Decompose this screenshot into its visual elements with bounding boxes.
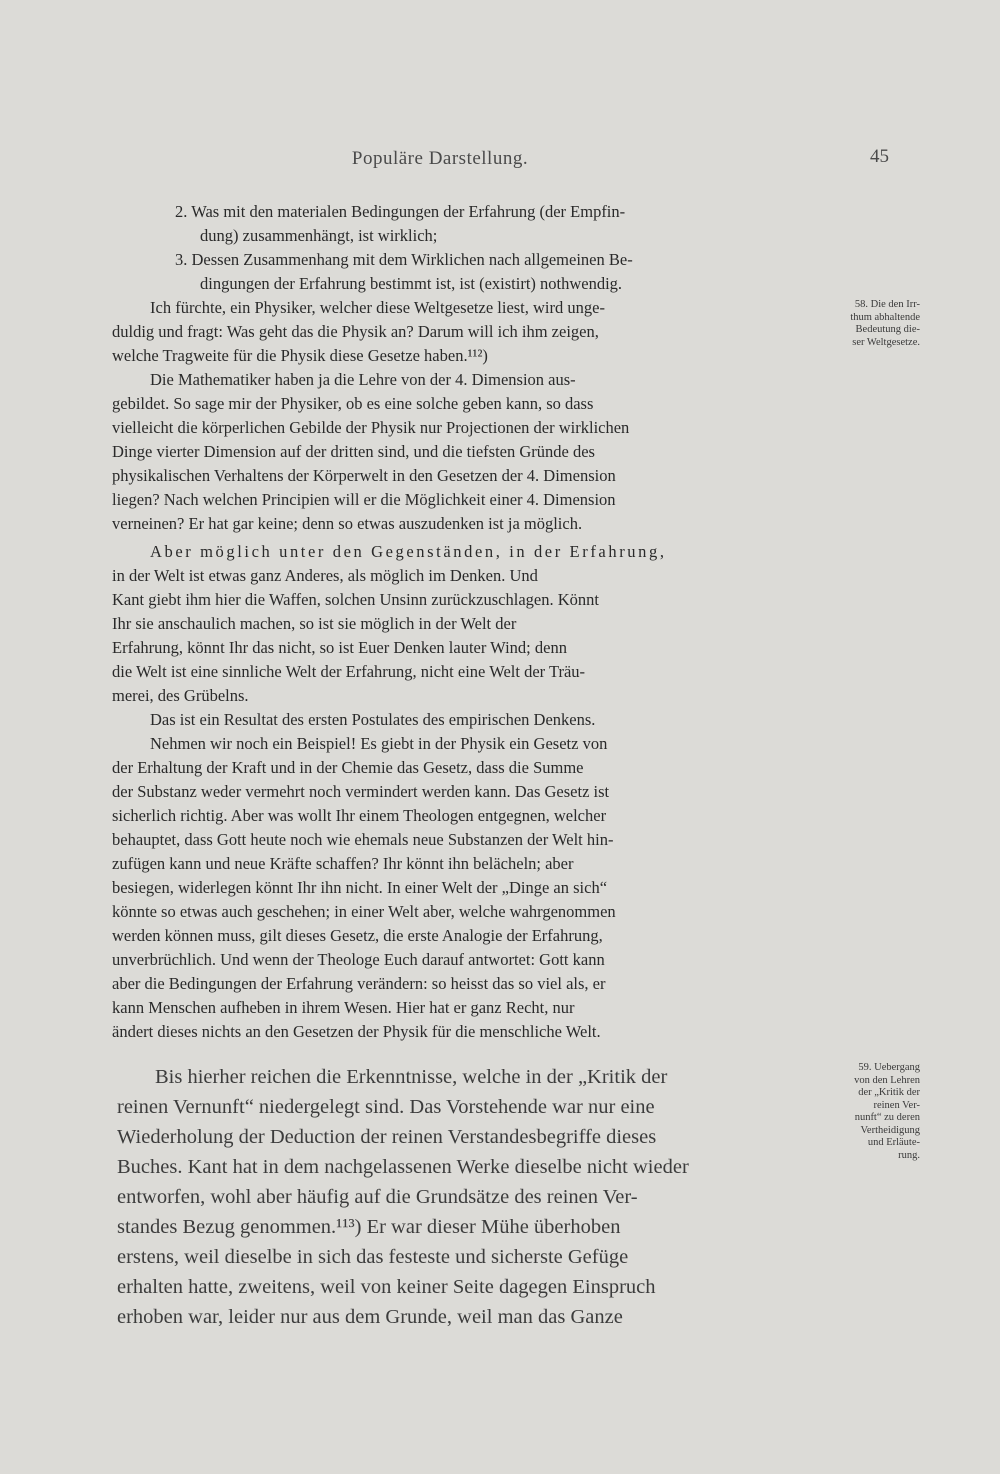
margin-note-line: reinen Ver- bbox=[873, 1099, 920, 1111]
text-line: zufügen kann und neue Kräfte schaffen? Ihr könnt ihn belächeln; aber bbox=[112, 854, 574, 873]
text-line: erhoben war, leider nur aus dem Grunde, weil man das Ganze bbox=[117, 1306, 623, 1328]
text-line: 2. Was mit den materialen Bedingungen der Erfahrung (der Empfin- bbox=[175, 202, 626, 221]
text-line: merei, des Grübelns. bbox=[112, 686, 249, 705]
text-line: unverbrüchlich. Und wenn der Theologe Euch darauf antwortet: Gott kann bbox=[112, 950, 605, 969]
text-line: in der Welt ist etwas ganz Anderes, als möglich im Denken. Und bbox=[112, 566, 538, 585]
text-line: entworfen, wohl aber häufig auf die Grundsätze des reinen Ver- bbox=[117, 1186, 638, 1208]
text-line: Nehmen wir noch ein Beispiel! Es giebt in der Physik ein Gesetz von bbox=[150, 734, 608, 753]
text-line: dung) zusammenhängt, ist wirklich; bbox=[200, 226, 438, 245]
text-line: verneinen? Er hat gar keine; denn so etwas auszudenken ist ja möglich. bbox=[112, 514, 583, 533]
margin-note-line: Vertheidigung bbox=[860, 1124, 920, 1136]
text-line: Buches. Kant hat in dem nachgelassenen Werke dieselbe nicht wieder bbox=[117, 1156, 689, 1178]
text-line: Ich fürchte, ein Physiker, welcher diese Weltgesetze liest, wird unge- bbox=[150, 298, 605, 317]
page-number: 45 bbox=[870, 146, 889, 167]
margin-note-line: und Erläute- bbox=[867, 1137, 920, 1148]
text-line: Kant giebt ihm hier die Waffen, solchen Unsinn zurückzuschlagen. Könnt bbox=[112, 590, 599, 609]
text-line: Erfahrung, könnt Ihr das nicht, so ist Euer Denken lauter Wind; denn bbox=[112, 638, 567, 657]
text-line: standes Bezug genommen.¹¹³) Er war dieser Mühe überhoben bbox=[117, 1216, 621, 1238]
text-line: Das ist ein Resultat des ersten Postulates des empirischen Denkens. bbox=[150, 710, 596, 729]
text-line: dingungen der Erfahrung bestimmt ist, ist (existirt) nothwendig. bbox=[200, 274, 623, 293]
margin-note-line: Bedeutung die- bbox=[855, 324, 920, 335]
margin-note-line: von den Lehren bbox=[854, 1074, 920, 1086]
margin-note-line: der „Kritik der bbox=[858, 1087, 920, 1098]
margin-note-line: nunft“ zu deren bbox=[854, 1112, 920, 1123]
margin-note-line: 58. Die den Irr- bbox=[854, 299, 920, 310]
text-line: welche Tragweite für die Physik diese Gesetze haben.¹¹²) bbox=[112, 346, 488, 365]
text-line: aber die Bedingungen der Erfahrung verändern: so heisst das so viel als, er bbox=[112, 974, 606, 993]
text-line: werden können muss, gilt dieses Gesetz, die erste Analogie der Erfahrung, bbox=[112, 926, 603, 945]
text-line: der Erhaltung der Kraft und in der Chemie das Gesetz, dass die Summe bbox=[112, 758, 584, 777]
text-line: Aber möglich unter den Gegenständen, in der Erfahrung, bbox=[150, 542, 667, 561]
text-line: der Substanz weder vermehrt noch vermindert werden kann. Das Gesetz ist bbox=[112, 782, 610, 801]
text-line: könnte so etwas auch geschehen; in einer Welt aber, welche wahrgenommen bbox=[112, 902, 616, 921]
text-line: besiegen, widerlegen könnt Ihr ihn nicht. In einer Welt der „Dinge an sich“ bbox=[112, 878, 608, 897]
margin-note-59 bbox=[800, 1062, 920, 1162]
margin-note-line: thum abhaltende bbox=[850, 311, 920, 323]
text-line: ändert dieses nichts an den Gesetzen der Physik für die menschliche Welt. bbox=[112, 1022, 601, 1041]
text-line: behauptet, dass Gott heute noch wie ehemals neue Substanzen der Welt hin- bbox=[112, 830, 614, 849]
text-line: physikalischen Verhaltens der Körperwelt in den Gesetzen der 4. Dimension bbox=[112, 466, 616, 485]
text-line bbox=[117, 1332, 793, 1362]
text-line: Die Mathematiker haben ja die Lehre von der 4. Dimension aus- bbox=[150, 370, 576, 389]
text-line: Wiederholung der Deduction der reinen Verstandesbegriffe dieses bbox=[117, 1126, 657, 1148]
text-line: reinen Vernunft“ niedergelegt sind. Das Vorstehende war nur eine bbox=[117, 1096, 655, 1118]
margin-note-line: ser Weltgesetze. bbox=[852, 336, 920, 348]
text-line: erhalten hatte, zweitens, weil von keiner Seite dagegen Einspruch bbox=[117, 1276, 656, 1298]
text-line: vielleicht die körperlichen Gebilde der Physik nur Projectionen der wirklichen bbox=[112, 418, 630, 437]
text-line: Ihr sie anschaulich machen, so ist sie möglich in der Welt der bbox=[112, 614, 517, 633]
margin-note-line: 59. Uebergang bbox=[858, 1062, 920, 1073]
text-line: die Welt ist eine sinnliche Welt der Erfahrung, nicht eine Welt der Träu- bbox=[112, 662, 586, 681]
text-line: 3. Dessen Zusammenhang mit dem Wirklichen nach allgemeinen Be- bbox=[175, 250, 633, 269]
text-line: erstens, weil dieselbe in sich das festeste und sicherste Gefüge bbox=[117, 1246, 629, 1268]
text-line: gebildet. So sage mir der Physiker, ob es eine solche geben kann, so dass bbox=[112, 394, 594, 413]
text-line: Bis hierher reichen die Erkenntnisse, welche in der „Kritik der bbox=[155, 1066, 668, 1088]
text-line: duldig und fragt: Was geht das die Physik an? Darum will ich ihm zeigen, bbox=[112, 322, 599, 341]
text-line: Dinge vierter Dimension auf der dritten sind, und die tiefsten Gründe des bbox=[112, 442, 595, 461]
margin-note-58 bbox=[788, 299, 920, 349]
text-line: liegen? Nach welchen Principien will er die Möglichkeit einer 4. Dimension bbox=[112, 490, 616, 509]
text-line: sicherlich richtig. Aber was wollt Ihr einem Theologen entgegnen, welcher bbox=[112, 806, 607, 825]
text-line: kann Menschen aufheben in ihrem Wesen. Hier hat er ganz Recht, nur bbox=[112, 998, 575, 1017]
running-header: Populäre Darstellung. bbox=[351, 148, 529, 169]
margin-note-line: rung. bbox=[898, 1149, 920, 1161]
